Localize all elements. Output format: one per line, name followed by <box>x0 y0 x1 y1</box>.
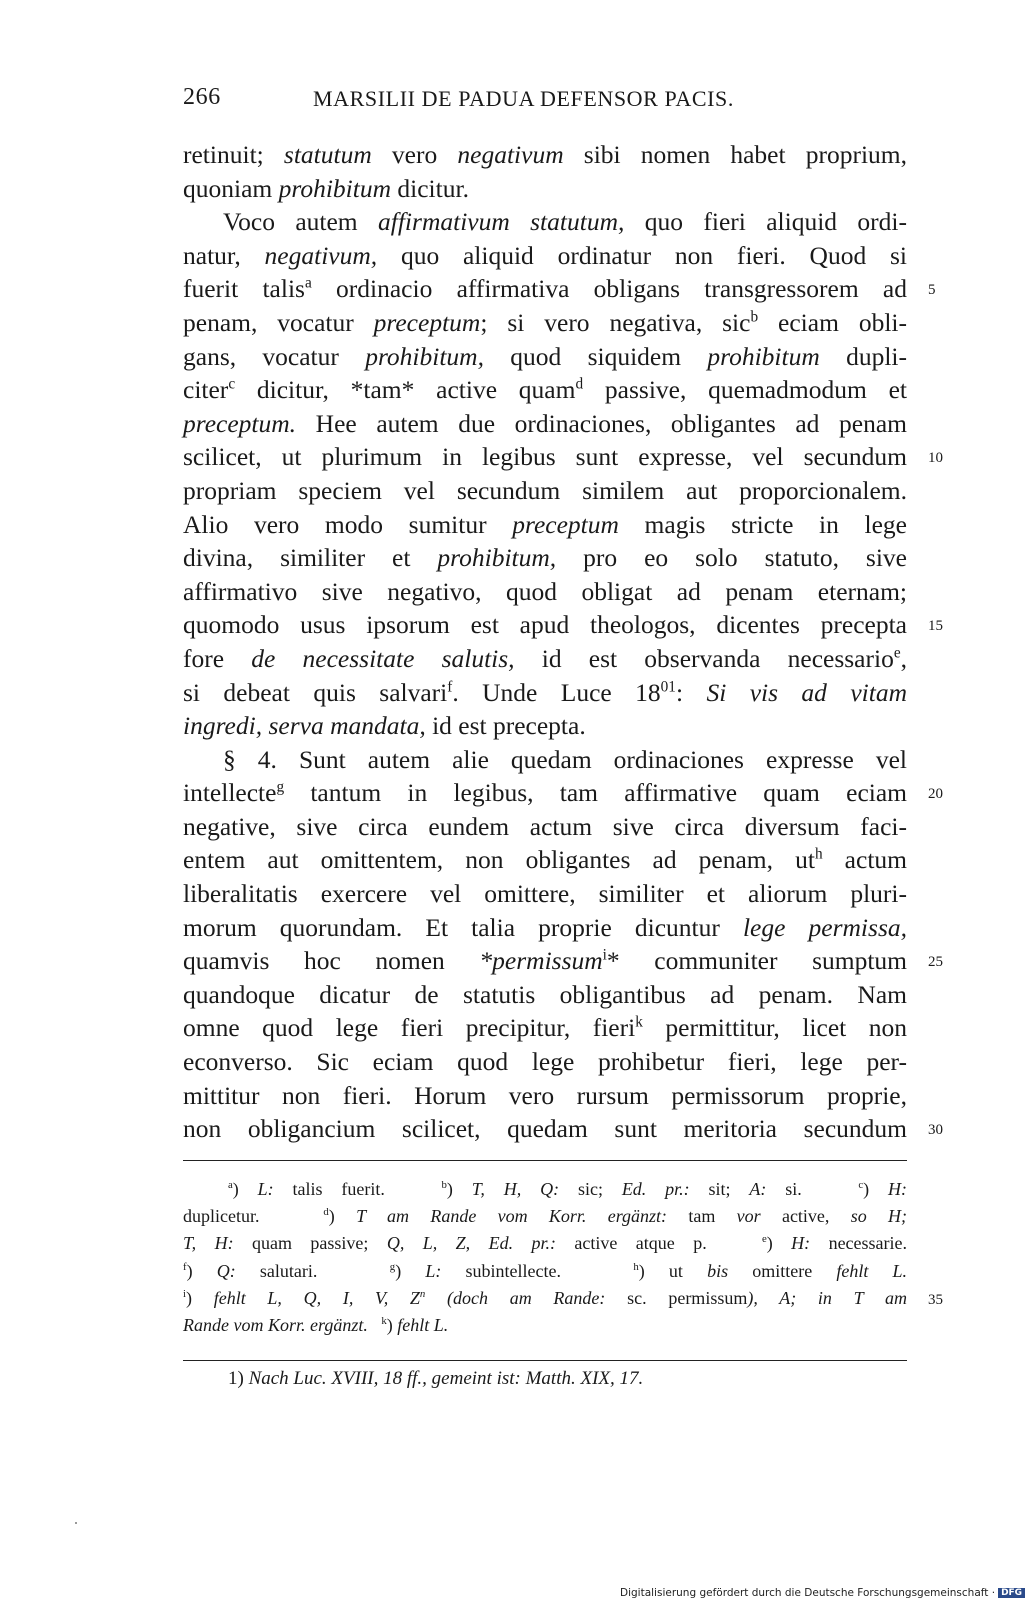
text-line-content: retinuit; statutum vero negativum sibi nomen habet proprium, <box>183 140 908 169</box>
text-line-content: Voco autem affirmativum statutum, quo fieri aliquid ordi- <box>223 207 907 237</box>
text-line-content: gans, vocatur prohibitum, quod siquidem prohibitum dupli- <box>183 341 907 371</box>
text-line <box>183 1112 943 1146</box>
text-line-content: non obligancium scilicet, quedam sunt meritoria secundum <box>183 1114 907 1144</box>
text-line-content: econverso. Sic eciam quod lege prohibetur fieri, lege per- <box>183 1047 907 1077</box>
text-line <box>183 575 907 609</box>
line-number: 15 <box>928 618 943 635</box>
text-line-content: penam, vocatur preceptum; si vero negativa, sic$^b$ eciam obli- <box>183 307 907 337</box>
running-head <box>183 84 907 116</box>
apparatus-line <box>183 1203 907 1230</box>
critical-apparatus <box>183 1176 943 1339</box>
text-line <box>183 642 907 676</box>
line-number: 35 <box>928 1291 943 1308</box>
text-line <box>183 810 907 844</box>
apparatus-line-content: T, H: quam passive; Q, L, Z, Ed. pr.: active atque p. $^e$) H: necessarie. <box>183 1233 908 1254</box>
apparatus-line-content: $^a$) L: talis fuerit. $^b$) T, H, Q: sic; Ed. pr.: sit; A: si. $^c$) H: <box>228 1179 907 1199</box>
text-line <box>183 877 907 911</box>
text-line-content: propriam speciem vel secundum similem aut proporcionalem. <box>183 475 907 505</box>
text-line <box>183 1079 907 1113</box>
text-line <box>183 608 943 642</box>
apparatus-line <box>183 1312 907 1339</box>
apparatus-line-content: $^i$) fehlt L, Q, I, V, $Z^n$ (doch am Rande: sc. permissum), A; in T am <box>183 1287 907 1308</box>
text-line <box>183 776 943 810</box>
text-line <box>183 440 943 474</box>
page-number: 266 <box>183 84 221 110</box>
scan-speck <box>75 1522 77 1524</box>
text-line <box>183 138 907 172</box>
text-line <box>183 474 907 508</box>
text-line-content: omne quod lege fieri precipitur, fieri$^k$ permittitur, licet non <box>183 1013 908 1043</box>
text-line-content: intellecte$^g$ tantum in legibus, tam affirmative quam eciam <box>183 778 907 808</box>
credit-text: Digitalisierung gefördert durch die Deutsche Forschungsgemeinschaft · <box>620 1587 996 1599</box>
apparatus-divider <box>183 1160 907 1161</box>
text-line-content: quandoque dicatur de statutis obligantibus ad penam. Nam <box>183 979 907 1009</box>
text-line-content: scilicet, ut plurimum in legibus sunt expresse, vel secundum <box>183 442 907 472</box>
text-line <box>183 676 907 710</box>
text-line-content: quomodo usus ipsorum est apud theologos, dicentes precepta <box>183 610 907 640</box>
line-number: 30 <box>928 1122 943 1139</box>
text-line-content: liberalitatis exercere vel omittere, similiter et aliorum pluri- <box>183 879 907 909</box>
line-number: 20 <box>928 786 943 803</box>
text-line-content: Alio vero modo sumitur preceptum magis stricte in lege <box>183 509 907 539</box>
main-text <box>183 138 943 1146</box>
text-line-content: fuerit talis$^a$ ordinacio affirmativa obligans transgressorem ad <box>183 274 907 304</box>
source-note-divider <box>183 1360 907 1361</box>
text-line <box>183 1045 907 1079</box>
text-line <box>183 272 936 306</box>
apparatus-line <box>183 1285 943 1312</box>
apparatus-line-content: $^f$) Q: salutari. $^g$) L: subintellecte. $^h$) ut bis omittere fehlt L. <box>183 1260 908 1281</box>
apparatus-line <box>183 1258 907 1285</box>
text-line-content: quoniam prohibitum dicitur. <box>183 173 469 203</box>
running-title: MARSILII DE PADUA DEFENSOR PACIS. <box>313 86 734 111</box>
digitization-credit <box>620 1587 1025 1599</box>
apparatus-line-content: duplicetur. $^d$) T am Rande vom Korr. ergänzt: tam vor active, so H; <box>183 1206 908 1227</box>
text-line-content: preceptum. Hee autem due ordinaciones, obligantes ad penam <box>183 408 907 438</box>
text-line <box>183 508 907 542</box>
line-number: 5 <box>928 282 936 299</box>
text-line-content: negative, sive circa eundem actum sive circa diversum faci- <box>183 811 907 841</box>
text-line-content: mittitur non fieri. Horum vero rursum permissorum proprie, <box>183 1080 907 1110</box>
text-line-content: si debeat quis salvari$^f$. Unde Luce $18^{01}$: Si vis ad vitam <box>183 677 907 707</box>
text-line-content: citer$^c$ dicitur, *tam* active quam$^d$ passive, quemadmodum et <box>183 375 907 405</box>
text-line <box>183 205 907 239</box>
text-line-content: entem aut omittentem, non obligantes ad penam, $ut^h$ actum <box>183 845 907 875</box>
source-footnote: 1) Nach Luc. XVIII, 18 ff., gemeint ist: Matth. XIX, 17. <box>228 1368 644 1389</box>
dfg-logo: DFG <box>998 1588 1025 1598</box>
text-line <box>183 340 907 374</box>
text-line <box>183 911 907 945</box>
text-line <box>183 743 907 777</box>
text-line-content: § 4. Sunt autem alie quedam ordinaciones expresse vel <box>223 744 907 774</box>
text-line <box>183 373 907 407</box>
text-line-content: ingredi, serva mandata, id est precepta. <box>183 711 586 741</box>
text-line <box>183 843 907 877</box>
text-line-content: fore de necessitate salutis, id est observanda necessario$^e$, <box>183 643 907 673</box>
text-line <box>183 407 907 441</box>
text-line <box>183 709 907 743</box>
text-line-content: natur, negativum, quo aliquid ordinatur non fieri. Quod si <box>183 240 907 270</box>
text-line <box>183 239 907 273</box>
text-line-content: quamvis hoc nomen *permissum$^i$* communiter sumptum <box>183 946 907 976</box>
text-line-content: affirmativo sive negativo, quod obligat ad penam eternam; <box>183 576 907 606</box>
text-line <box>183 306 907 340</box>
text-line <box>183 541 907 575</box>
line-number: 25 <box>928 954 943 971</box>
text-line-content: divina, similiter et prohibitum, pro eo solo statuto, sive <box>183 543 907 573</box>
apparatus-line <box>183 1230 907 1257</box>
apparatus-line <box>183 1176 907 1203</box>
text-line <box>183 172 907 206</box>
text-line <box>183 978 907 1012</box>
line-number: 10 <box>928 450 943 467</box>
apparatus-line-content: Rande vom Korr. ergänzt. $^k$) fehlt L. <box>183 1314 449 1335</box>
text-line-content: morum quorundam. Et talia proprie dicuntur lege permissa, <box>183 912 907 942</box>
text-line <box>183 944 943 978</box>
text-line <box>183 1011 907 1045</box>
